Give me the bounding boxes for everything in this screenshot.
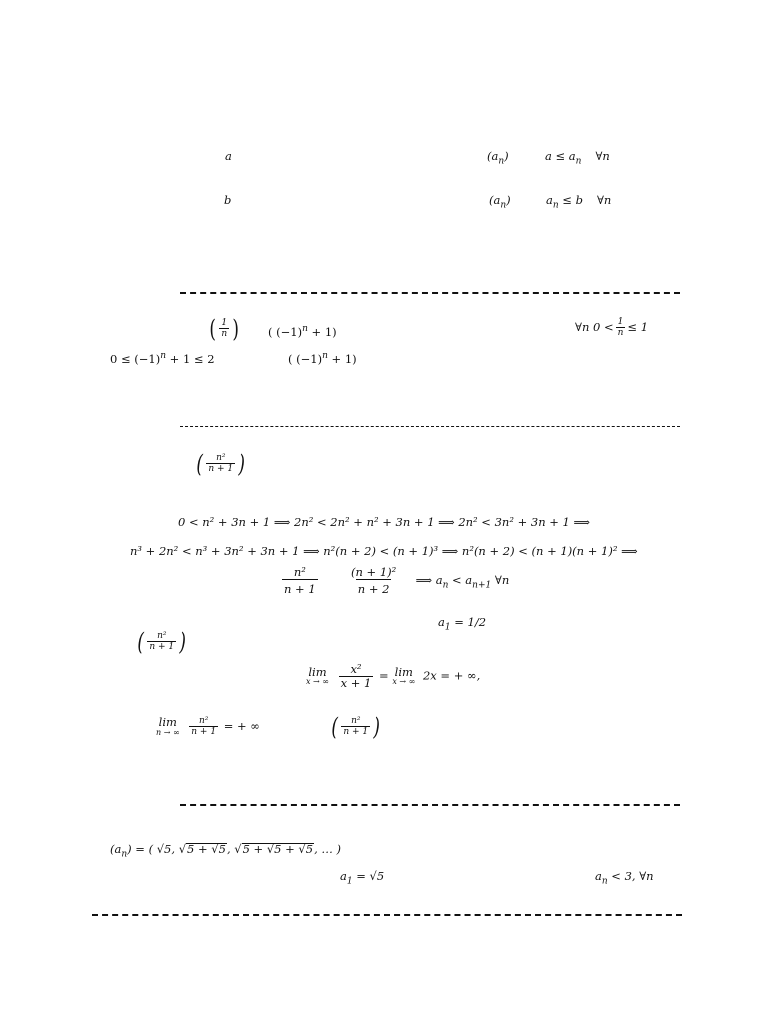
sequence-minus-one-power: ( $(-1)^n + 1$) xyxy=(268,324,337,339)
fraction-n2-over-n-plus-1-2: ( $\frac{\text{n²}}{n + 1}$ ) xyxy=(137,628,187,656)
bound-one-over-n: ∀n 0 < $\frac{1}{n}$ ≤ 1 xyxy=(575,317,649,338)
first-term-root: $a_1 = √5$ xyxy=(340,869,385,887)
lower-bound-inequality: $a \le a_n$ ∀n xyxy=(545,149,610,167)
upper-bound-inequality: $a_n \le b$ ∀n xyxy=(546,193,612,211)
upper-bound-three: $a_n < 3$, ∀n xyxy=(595,869,654,887)
divider-3 xyxy=(180,804,680,806)
nested-root-sequence: $(a_n)$ = ( √5, √5 + √5, √5 + √5 + √5, … ) xyxy=(110,842,342,860)
implication-chain-1: 0 < n² + 3n + 1 ⟹ 2n² < 2n² + n² + 3n + 1 ⟹ 2n² < 3n² + 3n + 1 ⟹ xyxy=(178,515,591,529)
var-b: b xyxy=(224,193,232,207)
sequence-an: $(a_n)$ xyxy=(487,149,509,167)
var-a: a xyxy=(225,149,232,163)
bound-minus-one-power: $0 \le (-1)^n + 1 \le 2$ xyxy=(110,351,215,366)
limit-x-over-x-plus-1: lim x → ∞ $\frac{\text{x²}}{x + 1}$ = lim x → ∞ 2x = + ∞, xyxy=(306,662,481,690)
limit-sequence: lim n → ∞ $\frac{\text{n²}}{n + 1}$ = + ∞ xyxy=(156,715,260,737)
fraction-n2-over-n-plus-1: ( $\frac{\text{n²}}{n + 1}$ ) xyxy=(196,450,246,478)
fraction-n2-over-n-plus-1-3: ( $\frac{\text{n²}}{n + 1}$ ) xyxy=(331,713,381,741)
sequence-an-2: $(a_n)$ xyxy=(489,193,511,211)
sequence-minus-one-power-2: ( $(-1)^n + 1$) xyxy=(288,351,357,366)
divider-2 xyxy=(180,426,680,427)
monotone-ratio: $\frac{\text{n²}}{n + 1}$ $\frac{\text{(n + 1)²}}{n + 2}$ ⟹ $a_n < a_{n+1}$ ∀n xyxy=(284,565,510,596)
implication-chain-2: n³ + 2n² < n³ + 3n² + 3n + 1 ⟹ n²(n + 2) < (n + 1)³ ⟹ n²(n + 2) < (n + 1)(n + 1)² ⟹ xyxy=(130,544,638,558)
divider-4 xyxy=(92,914,682,916)
divider-1 xyxy=(180,292,680,294)
first-term: $a_1 = 1/2$ xyxy=(438,615,487,633)
fraction-1-over-n: ( $\frac{1}{n}$ ) xyxy=(209,315,240,343)
